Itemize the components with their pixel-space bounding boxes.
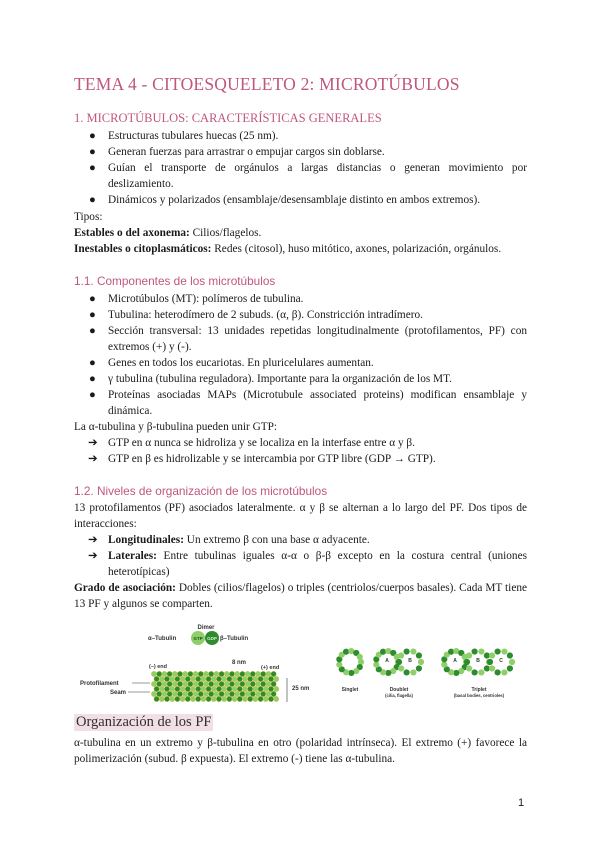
- tubulin-bead: [170, 686, 175, 691]
- tubulin-bead: [216, 676, 221, 681]
- tubulin-bead: [167, 671, 172, 676]
- tubulin-bead: [222, 696, 227, 701]
- tubulin-bead: [154, 676, 159, 681]
- tubulin-bead: [172, 671, 177, 676]
- tubulin-bead: [211, 676, 216, 681]
- tubulin-bead: [240, 681, 245, 686]
- tubulin-bead: [196, 686, 201, 691]
- tubulin-bead: [263, 686, 268, 691]
- tubulin-bead: [235, 671, 240, 676]
- tubulin-bead: [177, 671, 182, 676]
- tubulin-bead: [164, 696, 169, 701]
- tubulin-bead: [216, 686, 221, 691]
- doublet-a-subunit: [380, 649, 386, 655]
- tubulin-bead: [232, 686, 237, 691]
- tubulin-bead: [258, 696, 263, 701]
- tubulin-bead: [198, 691, 203, 696]
- inestables-line: Inestables o citoplasmáticos: Redes (citosol), huso mitótico, axones, polarización, orgánulos.: [74, 243, 502, 255]
- tubulin-bead: [274, 676, 279, 681]
- triplet-c-subunit: [507, 665, 513, 671]
- tubulin-bead: [253, 676, 258, 681]
- triplet-c-subunit: [507, 652, 513, 658]
- tubulin-bead: [167, 681, 172, 686]
- tubulin-bead: [271, 691, 276, 696]
- tubulin-bead: [183, 671, 188, 676]
- tubulin-bead: [263, 676, 268, 681]
- tubulin-bead: [170, 676, 175, 681]
- 8nm-label: 8 nm: [232, 660, 247, 666]
- microtubule-figure: [74, 622, 528, 710]
- gtp-label: GTP: [193, 636, 203, 641]
- page-title: TEMA 4 - CITOESQUELETO 2: MICROTÚBULOS: [74, 74, 460, 94]
- tubulin-bead: [229, 681, 234, 686]
- tubulin-bead: [229, 691, 234, 696]
- tubulin-bead: [154, 686, 159, 691]
- tubulin-bead: [258, 686, 263, 691]
- tubulin-bead: [261, 691, 266, 696]
- tubulin-bead: [151, 691, 156, 696]
- triplet-a-subunit: [453, 670, 459, 676]
- tubulin-bead: [193, 691, 198, 696]
- tubulin-bead: [253, 696, 258, 701]
- section-heading-1-1: 1.1. Componentes de los microtúbulos: [74, 274, 276, 288]
- triplet-b-subunit: [478, 648, 484, 654]
- doublet-b-subunit: [398, 652, 404, 658]
- triplet-b-subunit: [466, 665, 472, 671]
- tubulin-bead: [185, 686, 190, 691]
- tubulin-bead: [201, 676, 206, 681]
- doublet-b-subunit: [410, 669, 416, 675]
- doublet-b-subunit: [404, 648, 410, 654]
- tubulin-bead: [242, 696, 247, 701]
- tubulin-bead: [250, 671, 255, 676]
- pf-paragraph: α-tubulina en un extremo y β-tubulina en otro (polaridad intrínseca). El extremo (+) favorece la polimerización (subud. β expuesta). El extremo (-) tiene las α-tubulina.: [74, 737, 527, 765]
- doublet-b-subunit: [404, 669, 410, 675]
- microtubule-lattice: [151, 671, 279, 701]
- tubulin-bead: [188, 671, 193, 676]
- triplet-c-subunit: [487, 659, 493, 665]
- subsection-heading-pf: Organización de los PF: [76, 714, 212, 730]
- tubulin-bead: [206, 676, 211, 681]
- tubule-c-label: C: [499, 658, 503, 664]
- tubulin-bead: [248, 676, 253, 681]
- tubulin-bead: [214, 681, 219, 686]
- tubulin-bead: [222, 676, 227, 681]
- triplet-c-subunit: [509, 659, 515, 665]
- doublet-label: Doublet: [389, 687, 409, 693]
- tubulin-bead: [170, 696, 175, 701]
- tubulin-bead: [177, 681, 182, 686]
- doublet-b-subunit: [410, 648, 416, 654]
- tubulin-bead: [162, 691, 167, 696]
- page-number: 1: [518, 797, 525, 809]
- tubulin-bead: [175, 686, 180, 691]
- tubulin-bead: [185, 676, 190, 681]
- tubulin-bead: [271, 671, 276, 676]
- plus-end-label: (+) end: [261, 665, 280, 671]
- tubulin-bead: [196, 676, 201, 681]
- tubulin-bead: [175, 696, 180, 701]
- tubulin-bead: [172, 681, 177, 686]
- tubulin-bead: [266, 671, 271, 676]
- 25nm-label: 25 nm: [292, 686, 310, 692]
- tubulin-bead: [159, 686, 164, 691]
- triplet-b-subunit: [472, 648, 478, 654]
- tubulin-bead: [203, 691, 208, 696]
- tubulin-bead: [203, 681, 208, 686]
- tubulin-bead: [266, 681, 271, 686]
- tubulin-bead: [201, 696, 206, 701]
- triplet-b-subunit: [472, 669, 478, 675]
- tubulin-bead: [245, 691, 250, 696]
- tubulin-bead: [180, 686, 185, 691]
- gtp-intro: La α-tubulina y β-tubulina pueden unir GTP:: [74, 421, 278, 433]
- tubulin-bead: [209, 691, 214, 696]
- tubulin-bead: [183, 691, 188, 696]
- singlet-subunit: [348, 670, 354, 676]
- tubulin-bead: [193, 681, 198, 686]
- tubulin-bead: [237, 686, 242, 691]
- tubulin-bead: [180, 676, 185, 681]
- tubulin-bead: [222, 686, 227, 691]
- tubulin-bead: [242, 686, 247, 691]
- organization-intro: 13 protofilamentos (PF) asociados lateralmente. α y β se alternan a lo largo del PF. Dos tipos de interacciones:: [74, 502, 527, 530]
- tubulin-bead: [159, 696, 164, 701]
- doublet-b-subunit: [396, 659, 402, 665]
- tubulin-bead: [227, 676, 232, 681]
- tubule-b-label: B: [408, 658, 412, 664]
- tubulin-bead: [240, 671, 245, 676]
- tubulin-bead: [219, 671, 224, 676]
- tubulin-bead: [211, 696, 216, 701]
- doublet-b-subunit: [416, 665, 422, 671]
- tubulin-bead: [185, 696, 190, 701]
- tubulin-bead: [268, 696, 273, 701]
- tubulin-bead: [242, 676, 247, 681]
- tubulin-bead: [157, 691, 162, 696]
- singlet-subunit: [357, 654, 363, 660]
- tubulin-bead: [255, 691, 260, 696]
- tubulin-bead: [151, 671, 156, 676]
- tubulin-bead: [190, 696, 195, 701]
- tubulin-bead: [245, 671, 250, 676]
- triplet-c-subunit: [501, 669, 507, 675]
- tubulin-bead: [268, 686, 273, 691]
- cross-sections: [336, 648, 515, 676]
- tubulin-bead: [248, 696, 253, 701]
- tubulin-bead: [209, 671, 214, 676]
- tubulin-bead: [274, 686, 279, 691]
- doublet-b-subunit: [398, 665, 404, 671]
- tubulin-bead: [248, 686, 253, 691]
- tubulin-bead: [159, 676, 164, 681]
- tubulin-bead: [261, 681, 266, 686]
- tubulin-bead: [268, 676, 273, 681]
- tubulin-bead: [224, 691, 229, 696]
- tubulin-bead: [237, 676, 242, 681]
- tubulin-bead: [193, 671, 198, 676]
- alpha-tubulin-label: α–Tubulin: [148, 636, 177, 642]
- dimer-label: Dimer: [197, 625, 215, 631]
- tubulin-bead: [253, 686, 258, 691]
- tubulin-bead: [180, 696, 185, 701]
- tubulin-bead: [255, 671, 260, 676]
- gdp-label: GDP: [207, 636, 217, 641]
- tubulin-bead: [154, 696, 159, 701]
- tubulin-bead: [201, 686, 206, 691]
- grado-paragraph: Grado de asociación: Dobles (cilios/flagelos) o triples (centriolos/cuerpos basales). Cada MT tiene 13 PF y algunos se comparten.: [74, 582, 528, 610]
- tubulin-bead: [219, 691, 224, 696]
- tubulin-bead: [164, 686, 169, 691]
- tubulin-bead: [263, 696, 268, 701]
- tubulin-bead: [245, 681, 250, 686]
- seam-label: Seam: [110, 690, 127, 696]
- tubulin-bead: [203, 671, 208, 676]
- tubulin-bead: [229, 671, 234, 676]
- triplet-c-subunit: [489, 652, 495, 658]
- singlet-subunit: [343, 649, 349, 655]
- doublet-b-subunit: [416, 652, 422, 658]
- tubulin-bead: [216, 696, 221, 701]
- doublet-sub-label: (cilia, flagella): [385, 693, 413, 698]
- document-page: TEMA 4 - CITOESQUELETO 2: MICROTÚBULOS 1. MICROTÚBULOS: CARACTERÍSTICAS GENERALES ● Estructuras tubulares huecas (25 nm). ● Generan fuerzas para arrastrar o empujar cargos sin doblarse. ● Guían el transporte de orgánulos a largas distancias o generan movimiento por deslizamiento. ● Dinámicos y polarizados (ensamblaje/desensamblaje distinto en ambos extremos). Tipos: Estables o del axonema: Cilios/flagelos. Inestables o citoplasmáticos: Redes (citosol), huso mitótico, axones, polarización, orgánulos. 1.1. Componentes de los microtúbulos ● Microtúbulos (MT): polímeros de tubulina. ● Tubulina: heterodímero de 2 subuds. (α, β). Constricción intradímero. ● Sección transversal: 13 unidades repetidas longitudinalmente (protofilamentos, PF) con extremos (+) y (-). ● Genes en todos los eucariotas. En pluricelulares aumentan. ● γ tubulina (tubulina reguladora). Importante para la organización de los MT. ● Proteínas asociadas MAPs (Microtubule associated proteins) modifican ensamblaje y dinámica. La α-tubulina y β-tubulina pueden unir GTP: ➔ GTP en α nunca se hidroliza y se localiza en la interfase entre α y β. ➔ GTP en β es hidrolizable y se intercambia por GTP libre (GDP → GTP). 1.2. Niveles de organización de los microtúbulos 13 protofilamentos (PF) asociados lateralmente. α y β se alternan a lo largo del PF. Dos tipos de interacciones: ➔ Longitudinales: Un extremo β con una base α adyacente. ➔ Laterales: Entre tubulinas iguales α-α o β-β excepto en la costura central (uniones heterotípicas) Grado de asociación: Dobles (cilios/flagelos) o triples (centriolos/cuerpos basales). Cada MT tiene 13 PF y algunos se comparten. Dimer α–Tubulin GTP GDP β–Tubulin (–) end (+) end 8 nm 25 nm Protofilament Seam Singlet Doublet (cilia, flagella) Triplet (basal bodies, centrioles) A B A B C Organización de los PF α-tubulina en un extremo y β-tubulina en otro (polaridad intrínseca). El extremo (+) favorece la polimerización (subud. β expuesta). El extremo (-) tiene las α-tubulina. 1: [74, 74, 528, 809]
- tubulin-bead: [157, 681, 162, 686]
- triplet-c-subunit: [495, 669, 501, 675]
- tubulin-bead: [188, 691, 193, 696]
- triplet-b-subunit: [464, 659, 470, 665]
- tubulin-bead: [250, 681, 255, 686]
- triplet-b-subunit: [466, 652, 472, 658]
- singlet-label: Singlet: [341, 687, 359, 693]
- tubulin-bead: [261, 671, 266, 676]
- tubulin-bead: [271, 681, 276, 686]
- tubulin-bead: [266, 691, 271, 696]
- beta-tubulin-label: β–Tubulin: [220, 636, 249, 642]
- triplet-sub-label: (basal bodies, centrioles): [453, 693, 505, 698]
- minus-end-label: (–) end: [149, 664, 168, 670]
- tubulin-bead: [198, 671, 203, 676]
- tubulin-bead: [151, 681, 156, 686]
- tubulin-bead: [162, 671, 167, 676]
- tubulin-bead: [206, 686, 211, 691]
- tubulin-bead: [214, 691, 219, 696]
- tubule-a-label: A: [385, 658, 389, 664]
- tubulin-bead: [206, 696, 211, 701]
- tubulin-bead: [190, 676, 195, 681]
- tipos-label: Tipos:: [74, 211, 103, 223]
- doublet-a-subunit: [385, 670, 391, 676]
- tubulin-bead: [227, 686, 232, 691]
- tubulin-bead: [162, 681, 167, 686]
- tubulin-bead: [224, 671, 229, 676]
- tubulin-bead: [164, 676, 169, 681]
- tubulin-bead: [175, 676, 180, 681]
- tubulin-bead: [258, 676, 263, 681]
- tubulin-bead: [198, 681, 203, 686]
- tubulin-bead: [235, 691, 240, 696]
- tubulin-bead: [250, 691, 255, 696]
- tubulin-bead: [227, 696, 232, 701]
- doublet-b-subunit: [418, 659, 424, 665]
- tubulin-bead: [232, 676, 237, 681]
- tubulin-bead: [183, 681, 188, 686]
- triplet-label: Triplet: [471, 687, 487, 693]
- tubulin-bead: [255, 681, 260, 686]
- triplet-a-subunit: [448, 649, 454, 655]
- triplet-c-subunit: [489, 665, 495, 671]
- triplet-c-subunit: [495, 648, 501, 654]
- tubulin-bead: [177, 691, 182, 696]
- tubulin-bead: [157, 671, 162, 676]
- tubulin-bead: [214, 671, 219, 676]
- tubulin-bead: [211, 686, 216, 691]
- estables-line: Estables o del axonema: Cilios/flagelos.: [74, 227, 262, 239]
- tubulin-bead: [237, 696, 242, 701]
- tubulin-bead: [196, 696, 201, 701]
- tubulin-bead: [240, 691, 245, 696]
- tubulin-bead: [224, 681, 229, 686]
- triplet-b-subunit: [478, 669, 484, 675]
- triplet-c-subunit: [501, 648, 507, 654]
- tubulin-bead: [235, 681, 240, 686]
- tubulin-bead: [188, 681, 193, 686]
- protofilament-label: Protofilament: [80, 681, 119, 687]
- tubulin-bead: [167, 691, 172, 696]
- tubulin-bead: [274, 696, 279, 701]
- section-heading-1-2: 1.2. Niveles de organización de los microtúbulos: [74, 484, 328, 498]
- tubule-a-label: A: [453, 658, 457, 664]
- tubule-b-label: B: [476, 658, 480, 664]
- tubulin-bead: [190, 686, 195, 691]
- tubulin-bead: [172, 691, 177, 696]
- tubulin-bead: [232, 696, 237, 701]
- section-heading-1: 1. MICROTÚBULOS: CARACTERÍSTICAS GENERALES: [74, 111, 382, 125]
- tubulin-bead: [219, 681, 224, 686]
- tubulin-bead: [209, 681, 214, 686]
